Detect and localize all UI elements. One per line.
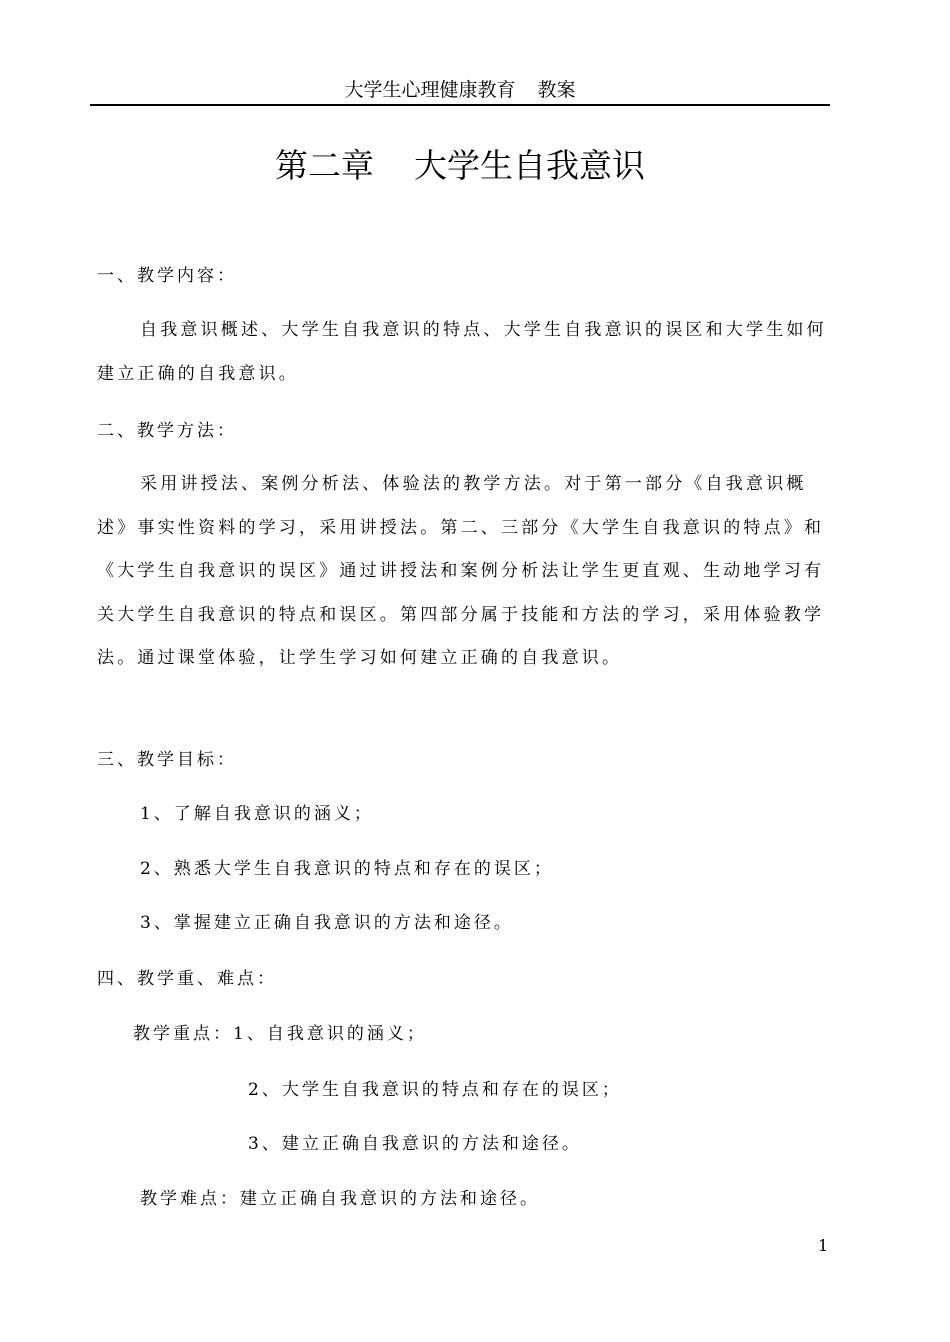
header-course-title: 大学生心理健康教育 [344,79,516,101]
chapter-name: 大学生自我意识 [414,146,645,185]
goal-item-2: 2、熟悉大学生自我意识的特点和存在的误区； [140,859,554,879]
section-text-content: 自我意识概述、大学生自我意识的特点、大学生自我意识的误区和大学生如何建立正确的自我意识。 [97,320,827,384]
focus-line-1 [133,1021,427,1047]
page-number: 1 [818,1236,829,1255]
chapter-title [90,140,830,192]
focus-item-3: 3、建立正确自我意识的方法和途径。 [248,1134,582,1154]
chapter-number: 第二章 [275,146,374,185]
goal-item-1: 1、了解自我意识的涵义； [140,804,374,824]
section-heading-method: 二、教学方法： [97,421,237,441]
section-text-method: 采用讲授法、案例分析法、体验法的教学方法。对于第一部分《自我意识概述》事实性资料的学习，采用讲授法。第二、三部分《大学生自我意识的特点》和《大学生自我意识的误区》通过讲授法和案例分析法让学生更直观、生动地学习有关大学生自我意识的特点和误区。第四部分属于技能和方法的学习，采用体验教学法。通过课堂体验，让学生学习如何建立正确的自我意识。 [97,474,825,668]
focus-item-1: 1、自我意识的涵义； [233,1024,427,1044]
section-heading-content: 一、教学内容： [97,266,237,286]
header-doc-type: 教案 [537,79,576,101]
section-heading-key-points: 四、教学重、难点： [97,969,277,989]
focus-item-2: 2、大学生自我意识的特点和存在的误区； [248,1080,622,1100]
goal-item-3: 3、掌握建立正确自我意识的方法和途径。 [140,913,514,933]
focus-label: 教学重点： [133,1024,233,1044]
difficulty-line: 教学难点：建立正确自我意识的方法和途径。 [140,1189,540,1209]
page-header [90,76,830,106]
section-heading-goals: 三、教学目标： [97,750,237,770]
